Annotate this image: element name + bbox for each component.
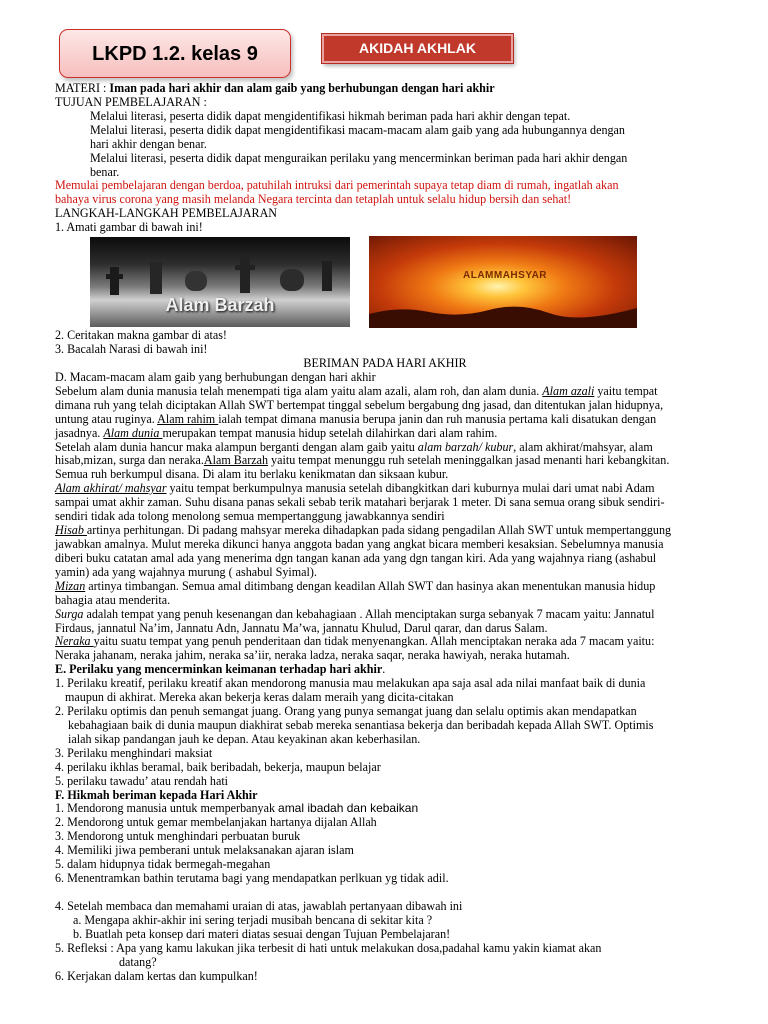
step-1: 1. Amati gambar di bawah ini! (55, 220, 203, 235)
hikmah-item (55, 802, 715, 816)
text-run: Firdaus, jannatul Na’im, Jannatu Adn, Jannatu Ma’wa, jannatu Khulud, Darul qarar, dan darus Salam. (55, 620, 548, 635)
paragraph-mahsyar (55, 482, 715, 524)
text-run: Neraka jahanam, neraka jahim, neraka sa’iir, neraka ladza, neraka saqar, neraka hawiyah, neraka hutamah. (55, 648, 570, 663)
section-f-heading: F. Hikmah beriman kepada Hari Akhir (55, 787, 258, 802)
worksheet-title: LKPD 1.2. kelas 9 (59, 29, 291, 78)
step-3: 3. Bacalah Narasi di bawah ini! (55, 342, 208, 357)
section-e-heading (55, 663, 715, 677)
section-d-heading: D. Macam-macam alam gaib yang berhubungan dengan hari akhir (55, 369, 376, 384)
text-run: sampai umat akhir zaman. Suhu disana panas sekali sebab terik matahari berjarak 1 meter. Di sana semua orang sibuk sendiri- (55, 495, 665, 510)
text-run: untung atau ruginya. (55, 411, 158, 426)
text-run: artinya timbangan. Semua amal ditimbang dengan keadilan Allah SWT dan hasinya akan menentukan manusia hidup (85, 578, 656, 593)
materi-text: Iman pada hari akhir dan alam gaib yang berhubungan dengan hari akhir (109, 81, 495, 95)
spacer (55, 886, 715, 900)
text-run: Sebelum alam dunia manusia telah menempati tiga alam yaitu alam azali, alam roh, dan alam dunia. (55, 383, 543, 398)
perilaku-item: 2. Perilaku optimis dan penuh semangat juang. Orang yang punya semangat juang dan selalu optimis akan mendapatkan (55, 704, 637, 719)
worksheet-body (55, 82, 715, 984)
perilaku-item: 3. Perilaku menghindari maksiat (55, 745, 213, 760)
alam-barzah-image (90, 237, 350, 327)
paragraph-mizan (55, 580, 715, 608)
term-alam-azali: Alam azali (542, 383, 595, 398)
text-run: yaitu tempat berkumpulnya manusia setelah dibangkitkan dari kuburnya mulai dari umat nabi Adam (166, 481, 655, 496)
step-6: 6. Kerjakan dalam kertas dan kumpulkan! (55, 968, 258, 983)
term-hisab: Hisab (55, 523, 87, 538)
text-run: dimana ruh yang telah diciptakan Allah SWT bertempat tinggal sebelum bergabung dng jasad, dan ditentukan jalan hidupnya, (55, 397, 664, 412)
text-run: yaitu suatu tempat yang penuh penderitaan dan tidak menyenangkan. Allah menciptakan neraka ada 7 macam yaitu: (93, 634, 655, 649)
hikmah-item: 2. Mendorong untuk gemar membelanjakan hartanya dijalan Allah (55, 815, 377, 830)
notice-line: Memulai pembelajaran dengan berdoa, patuhilah intruksi dari pemerintah supaya tetap diam di rumah, ingatlah akan (55, 178, 619, 193)
materi-line (55, 82, 715, 96)
question-b: b. Buatlah peta konsep dari materi diatas sesuai dengan Tujuan Pembelajaran! (73, 926, 451, 941)
materi-label: MATERI : (55, 81, 110, 95)
term-alam-rahim: Alam rahim (157, 411, 219, 426)
text-run: diberi buku catatan amal ada yang menerima dgn tangan kanan ada yang dgn tangan kiri. Ada yang wajahnya riang (ashabul (55, 550, 657, 565)
paragraph-surga (55, 608, 715, 636)
term-alam-barzah: Alam Barzah (203, 453, 269, 468)
paragraph-alam (55, 385, 715, 441)
text-run: merupakan tempat manusia hidup setelah dilahirkan dari alam rahim. (162, 425, 498, 440)
hikmah-item: 6. Menentramkan bathin terutama bagi yang mendapatkan perlkuan yg tidak adil. (55, 871, 449, 886)
text-run: yaitu tempat (594, 383, 658, 398)
notice-line: bahaya virus corona yang masih melanda Negara tercinta dan tetaplah untuk selalu hidup bersih dan sehat! (55, 192, 572, 207)
paragraph-neraka (55, 635, 715, 663)
text-run: . (382, 662, 386, 677)
tujuan-item: hari akhir dengan benar. (90, 136, 207, 151)
text-run: yaitu tempat menunggu ruh setelah meninggalkan jasad menanti hari kebangkitan. (268, 453, 670, 468)
text-run: bahagia atau menderita. (55, 592, 171, 607)
subject-badge: AKIDAH AKHLAK (322, 34, 513, 63)
text-run: ialah tempat dimana manusia berupa janin dan ruh manusia pertama kali disatukan dengan (218, 411, 657, 426)
term-alam-akhirat: Alam akhirat/ mahsyar (55, 481, 167, 496)
term-neraka: Neraka (55, 634, 94, 649)
text-run: 1. Mendorong manusia untuk memperbanyak (55, 801, 279, 816)
tujuan-label: TUJUAN PEMBELAJARAN : (55, 94, 207, 109)
perilaku-item: 4. perilaku ikhlas beramal, baik beribadah, bekerja, maupun belajar (55, 759, 381, 774)
paragraph-barzah (55, 441, 715, 483)
text-run: , alam akhirat/mahsyar, alam (513, 439, 653, 454)
narasi-title: BERIMAN PADA HARI AKHIR (303, 355, 467, 370)
perilaku-item: 5. perilaku tawadu’ atau rendah hati (55, 773, 229, 788)
text-run: yamin) ada yang wajahnya murung ( ashabul Syimal). (55, 564, 317, 579)
section-e-title: E. Perilaku yang mencerminkan keimanan terhadap hari akhir (55, 662, 383, 677)
hikmah-item: 4. Memiliki jiwa pemberani untuk melaksanakan ajaran islam (55, 843, 354, 858)
paragraph-hisab (55, 524, 715, 580)
step-5-cont: datang? (119, 954, 157, 969)
term-surga: Surga (55, 606, 84, 621)
tujuan-item: Melalui literasi, peserta didik dapat menguraikan perilaku yang mencerminkan beriman pada hari akhir dengan (90, 150, 628, 165)
term-alam-dunia: Alam dunia (103, 425, 163, 440)
tujuan-item: Melalui literasi, peserta didik dapat mengidentifikasi macam-macam alam gaib yang ada hubungannya dengan (90, 122, 625, 137)
perilaku-item-cont: maupun di akhirat. Mereka akan bekerja keras dalam meraih yang dicita-citakan (65, 690, 454, 705)
perilaku-item-cont: kebahagiaan baik di dunia maupun diakhirat sebab mereka senantiasa bekerja dan beribadah kepada Allah SWT. Optimis (68, 717, 654, 732)
perilaku-item-cont: ialah sikap pandangan jauh ke depan. Atau keyakinan akan keberhasilan. (68, 731, 421, 746)
alam-barzah-caption: Alam Barzah (165, 295, 275, 316)
illustrations (55, 235, 715, 329)
hikmah-item: 5. dalam hidupnya tidak bermegah-megahan (55, 857, 271, 872)
langkah-heading: LANGKAH-LANGKAH PEMBELAJARAN (55, 206, 278, 221)
text-run: Semua ruh berkumpul disana. Di alam itu berlaku kenikmatan dan siksaan kubur. (55, 467, 449, 482)
question-a: a. Mengapa akhir-akhir ini sering terjadi musibah bencana di sekitar kita ? (73, 912, 433, 927)
step-4: 4. Setelah membaca dan memahami uraian di atas, jawablah pertanyaan dibawah ini (55, 899, 463, 914)
text-run: adalah tempat yang penuh kesenangan dan kebahagiaan . Allah menciptakan surga sebanyak 7 macam yaitu: Jannatul (83, 606, 655, 621)
text-run: jawabkan amalnya. Mulut mereka dikunci hanya anggota badan yang angkat bicara memberi kesaksian. Sebelumnya manusia (55, 536, 664, 551)
text-run: jasadnya. (55, 425, 104, 440)
text-run: Setelah alam dunia hancur maka alampun berganti dengan alam gaib yaitu (55, 439, 418, 454)
hikmah-item: 3. Mendorong untuk menghindari perbuatan buruk (55, 829, 301, 844)
text-run: amal ibadah dan kebaikan (278, 801, 419, 816)
text-run: artinya perhitungan. Di padang mahsyar mereka dihadapkan pada sidang pengadilan Allah SWT untuk mempertanggung (86, 523, 672, 538)
term-alam-barzah-kubur: alam barzah/ kubur (417, 439, 514, 454)
step-5: 5. Refleksi : Apa yang kamu lakukan jika terbesit di hati untuk melakukan dosa,padahal kamu yakin kiamat akan (55, 940, 602, 955)
term-mizan: Mizan (55, 578, 86, 593)
text-run: hisab,mizan, surga dan neraka. (55, 453, 204, 468)
perilaku-item: 1. Perilaku kreatif, perilaku kreatif akan mendorong manusia mau melakukan apa saja asal ada nilai manfaat baik di dunia (55, 676, 646, 691)
text-run: sendiri tidak ada tolong menolong semua mempertanggung jawabkannya sendiri (55, 509, 445, 524)
tujuan-item: Melalui literasi, peserta didik dapat mengidentifikasi hikmah beriman pada hari akhir dengan tepat. (90, 108, 571, 123)
alam-mahsyar-image (369, 236, 637, 328)
step-2: 2. Ceritakan makna gambar di atas! (55, 328, 227, 343)
tujuan-item: benar. (90, 164, 120, 179)
alam-mahsyar-caption: ALAMMAHSYAR (463, 270, 548, 282)
